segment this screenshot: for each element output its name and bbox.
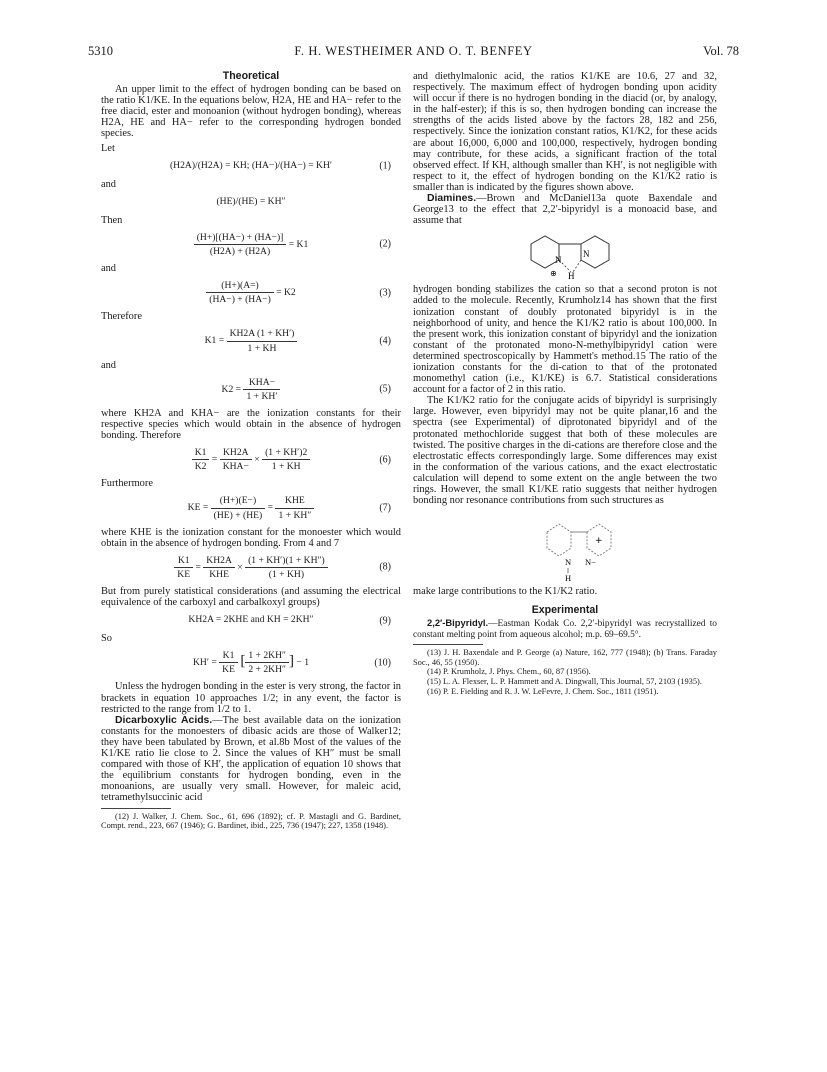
paragraph-diamines: [413, 193, 717, 226]
equation-8: $\frac{K1}{KE}$ = $\frac{KH2A}{\text{KHE}}$ × $\frac{(1 + KH')(1 + KH'')}{(1 + KH)}$ (8): [101, 555, 401, 580]
bipyridyl-cation-structure: [413, 230, 717, 280]
fraction: [192, 447, 210, 472]
nitrogen-anion-label: N−: [585, 557, 596, 568]
equation-rhs: − 1: [296, 657, 310, 669]
fraction: [211, 495, 266, 520]
fraction: [219, 650, 238, 675]
numerator: K1: [192, 447, 210, 460]
paragraph-text: —Eastman Kodak Co. 2,2′-bipyridyl was recrystallized to constant melting point from aqueous alcohol; m.p. 69–69.5°.: [413, 619, 717, 640]
equation-body: (H2A)/(H2A) = KH; (HA−)/(HA−) = KH′: [169, 159, 333, 171]
denominator: 2 + 2KH″: [248, 664, 286, 676]
equation-number: (10): [374, 657, 391, 669]
positive-charge-label: ⊕: [550, 269, 557, 279]
footnote-rule: [101, 808, 171, 809]
denominator: 1 + KH″: [278, 509, 312, 521]
equation-lhs: K1 =: [204, 335, 225, 347]
fraction: [194, 232, 287, 257]
numerator: KH2A (1 + KH′): [227, 328, 298, 341]
fraction: [203, 555, 235, 580]
fraction: [262, 447, 310, 472]
footnote-16: (16) P. E. Fielding and R. J. W. LeFevre, J. Chem. Soc., 1811 (1951).: [427, 686, 659, 696]
equation-2: [101, 232, 401, 257]
right-column: [413, 71, 717, 696]
equation-rhs: = K1: [288, 238, 309, 250]
subsection-heading: Dicarboxylic Acids.: [115, 714, 213, 726]
nitrogen-left-label: N: [565, 557, 572, 568]
paragraph-text: —The best available data on the ionization constants for the monoesters of dibasic acids are those of Walker12; they have been tabulated by Brown, et al.8b Most of the values of the K1/KE ratio lie close to 2. Since the values of KH″ must be small compared with those of KH′, the application of equation 10 shows that the equilibrium constants for hydrogen bonding, even in the monoanions, are usually very small. However, for maleic acid, tetramethylsuccinic acid: [101, 714, 402, 804]
equation-7: KE = $\frac{(H+)(E-)}{(HE) + (HE)}$ = $\frac{\text{KHE}}{1 + KH''}$ (7): [187, 495, 391, 521]
resonance-structure: [413, 510, 717, 582]
denominator: (1 + KH): [268, 568, 305, 580]
equation-lhs: KH′ =: [192, 657, 217, 669]
numerator: K1: [219, 650, 238, 663]
fraction: [245, 555, 328, 580]
footnote-12: (12) J. Walker, J. Chem. Soc., 61, 696 (1892); cf. P. Mastagli and G. Bardinet, Compt. rend., 223, 667 (1946); G. Bardinet, ibid., 225, 736 (1947); 227, 1358 (1948).: [101, 811, 401, 831]
running-title: F. H. WESTHEIMER AND O. T. BENFEY: [294, 44, 533, 58]
paragraph: Unless the hydrogen bonding in the ester is very strong, the factor in brackets in equation 10 approaches 1/2; in any event, the factor is restricted to the range from 1/2 to 1.: [101, 681, 401, 715]
bipyridyl-cation-svg: [523, 230, 643, 280]
ring-left: [547, 524, 571, 556]
numerator: KH2A: [203, 555, 235, 568]
running-header: [88, 44, 739, 60]
paragraph: An upper limit to the effect of hydrogen bonding can be based on the ratio K1/KE. In the equations below, H2A, HE and HA− refer to the free diacid, ester and monoanion (without hydrogen bonding), whereas H2A, HE and HA− refer to the corresponding hydrogen bonded species.: [101, 84, 401, 140]
word-therefore: Therefore: [101, 311, 142, 323]
equation-number: (1): [379, 160, 391, 172]
denominator: K2: [194, 461, 207, 473]
denominator: (H2A) + (H2A): [209, 245, 271, 257]
footnote-rule: [413, 644, 483, 645]
paragraph: hydrogen bonding stabilizes the cation so that a second proton is not added to the molecule. Recently, Krumholz14 has shown that the first ionization constant of doubly protonated bipyridyl is in the neighborhood of unity, and hence the K1/K2 ratio is about 100,000. In the present work, this ionization constant of bipyridyl and the ionization constant of the protonated mono-N-methylbipyridyl cation were determined spectroscopically by Hammett's method.15 The ratio of the ionization constants for the di-cation to that of the protonated monomethyl cation (i.e., K1/KE) is 6.7. Statistical considerations account for a factor of 2 in this ratio.: [413, 284, 717, 396]
equation-number: (9): [379, 615, 391, 627]
paragraph: The K1/K2 ratio for the conjugate acids of bipyridyl is surprisingly large. However, even bipyridyl may not be quite planar,16 and the spectra (see Experimental) of diprotonated bipyridyl and of the protonated methochloride suggest that both of these molecules are twisted. The positive charges in the di-cations are therefore close and the electrostatic effects correspondingly large. Some differences may exist in the conformation of the various cations, and the exact electrostatic calculation will depend to some extent on the angle between the two rings. However, the small K1/KE ratio suggests that neither hydrogen bonding nor resonance contributions from such structures as: [413, 395, 717, 507]
footnote-14: (14) P. Krumholz, J. Phys. Chem., 60, 87 (1956).: [427, 667, 591, 677]
numerator: KHE: [275, 495, 314, 508]
denominator: KHA−: [222, 461, 249, 473]
paragraph: make large contributions to the K1/K2 ratio.: [413, 586, 598, 598]
denominator: 1 + KH′: [246, 390, 278, 402]
equation-number: (3): [379, 287, 391, 299]
fraction: [206, 280, 274, 305]
equation-1: [101, 160, 401, 173]
word-and: and: [101, 263, 117, 275]
section-title-theoretical: Theoretical: [222, 70, 280, 82]
equation-number: (6): [379, 454, 391, 466]
equation-4: [101, 328, 401, 353]
paragraph-dicarboxylic: [101, 715, 401, 804]
equation-lhs: K2 =: [221, 383, 242, 395]
equation-number: (8): [379, 561, 391, 573]
subsection-heading: 2,2′-Bipyridyl.: [427, 617, 489, 629]
word-and: and: [101, 178, 117, 190]
word-then: Then: [101, 214, 123, 226]
equation-number: (5): [379, 383, 391, 395]
denominator: 1 + KH: [271, 461, 301, 473]
equation-rhs: = K2: [276, 286, 296, 298]
numerator: (1 + KH′)(1 + KH″): [245, 555, 328, 568]
numerator: (H+)[(HA−) + (HA−)]: [194, 232, 287, 245]
positive-charge-label: +: [595, 536, 603, 547]
denominator: KE: [222, 664, 235, 676]
fraction: [227, 328, 298, 353]
numerator: 1 + 2KH″: [245, 650, 289, 663]
equation-lhs: KE =: [187, 502, 209, 514]
volume-label: Vol. 78: [703, 44, 739, 58]
numerator: KH2A: [220, 447, 252, 460]
equation-body: (HE)/(HE) = KH″: [216, 195, 286, 207]
denominator: KHE: [209, 568, 229, 580]
equation-body: KH2A = 2KHE and KH = 2KH″: [188, 614, 314, 626]
equation-6: $\frac{K1}{K2}$ = $\frac{KH2A}{\text{KHA−}}$ × $\frac{(1 + KH')2}{1 + KH}$ (6): [101, 447, 401, 472]
paragraph: and diethylmalonic acid, the ratios K1/KE are 10.6, 27 and 32, respectively. The maximum effect of hydrogen bonding upon acidity will occur if there is no hydrogen bonding in the diacid (or, by analogy, in the half-ester); if this is so, then hydrogen bonding can increase the strengths of the acids listed above by the factors 28, 182 and 256, respectively. Since the ionization constant ratios, K1/K2, for these acids are about 16,000, 6,000 and 100,000, respectively, hydrogen bonding may contribute, for these acids, a significant fraction of the total observed effect. If KH, although smaller than KH′, is not negligible with respect to it, the effect of hydrogen bonding on the K1/K2 ratio is smaller than is indicated by the figures shown above.: [413, 71, 717, 193]
hydrogen-label: H: [565, 573, 572, 583]
equation-number: (7): [379, 502, 391, 514]
numerator: (1 + KH′)2: [262, 447, 310, 460]
paragraph: where KHE is the ionization constant for the monoester which would obtain in the absence of hydrogen bonding. From 4 and 7: [101, 526, 401, 549]
numerator: (H+)(E−): [211, 495, 266, 508]
numerator: K1: [174, 555, 193, 568]
resonance-structure-svg: [541, 510, 631, 582]
equation-5: [101, 377, 401, 402]
word-and: and: [101, 359, 117, 371]
denominator: (HA−) + (HA−): [209, 294, 271, 306]
equation-1b: [101, 196, 401, 209]
numerator: KHA−: [243, 377, 280, 390]
paragraph: where KH2A and KHA− are the ionization constants for their respective species which would obtain in the absence of hydrogen bonding. Therefore: [101, 407, 401, 442]
nitrogen-left-label: N: [555, 255, 562, 266]
word-let: Let: [101, 142, 115, 154]
paragraph-bipyridyl: [413, 618, 717, 640]
footnote-13: (13) J. H. Baxendale and P. George (a) Nature, 162, 777 (1948); (b) Trans. Faraday Soc., 46, 55 (1950).: [413, 648, 717, 667]
equation-9: [101, 614, 401, 627]
paragraph: But from purely statistical considerations (and assuming the electrical equivalence of the carboxyl and carbalkoxyl groups): [101, 586, 401, 609]
word-furthermore: Furthermore: [101, 478, 153, 490]
equation-10: KH′ = $\frac{K1}{KE}$ [ $\frac{1 + 2KH''}{2 + 2KH''}$ ] − 1 (10): [192, 650, 391, 676]
footnote-15: (15) L. A. Flexser, L. P. Hammett and A. Dingwall, This Journal, 57, 2103 (1935).: [427, 676, 702, 686]
left-column: [101, 71, 401, 831]
fraction: [220, 447, 252, 472]
hydrogen-label: H: [568, 271, 575, 281]
subsection-heading: Diamines.: [427, 193, 477, 205]
fraction: [245, 650, 289, 675]
equation-3: [101, 280, 401, 305]
denominator: KE: [177, 568, 191, 580]
page-number: 5310: [88, 44, 113, 58]
denominator: (HE) + (HE): [213, 509, 263, 521]
numerator: (H+)(A=): [206, 280, 274, 293]
fraction: [174, 555, 193, 580]
word-so: So: [101, 633, 112, 645]
paragraph-text: —Brown and McDaniel13a quote Baxendale and George13 to the effect that 2,2′-bipyridyl is a monoacid base, and assume that: [413, 193, 717, 227]
section-title-experimental: Experimental: [531, 604, 599, 617]
equation-number: (2): [379, 238, 391, 250]
fraction: [243, 377, 280, 402]
fraction: [275, 495, 314, 520]
denominator: 1 + KH: [247, 342, 277, 354]
equation-number: (4): [379, 335, 391, 347]
nitrogen-right-label: N: [583, 249, 590, 260]
